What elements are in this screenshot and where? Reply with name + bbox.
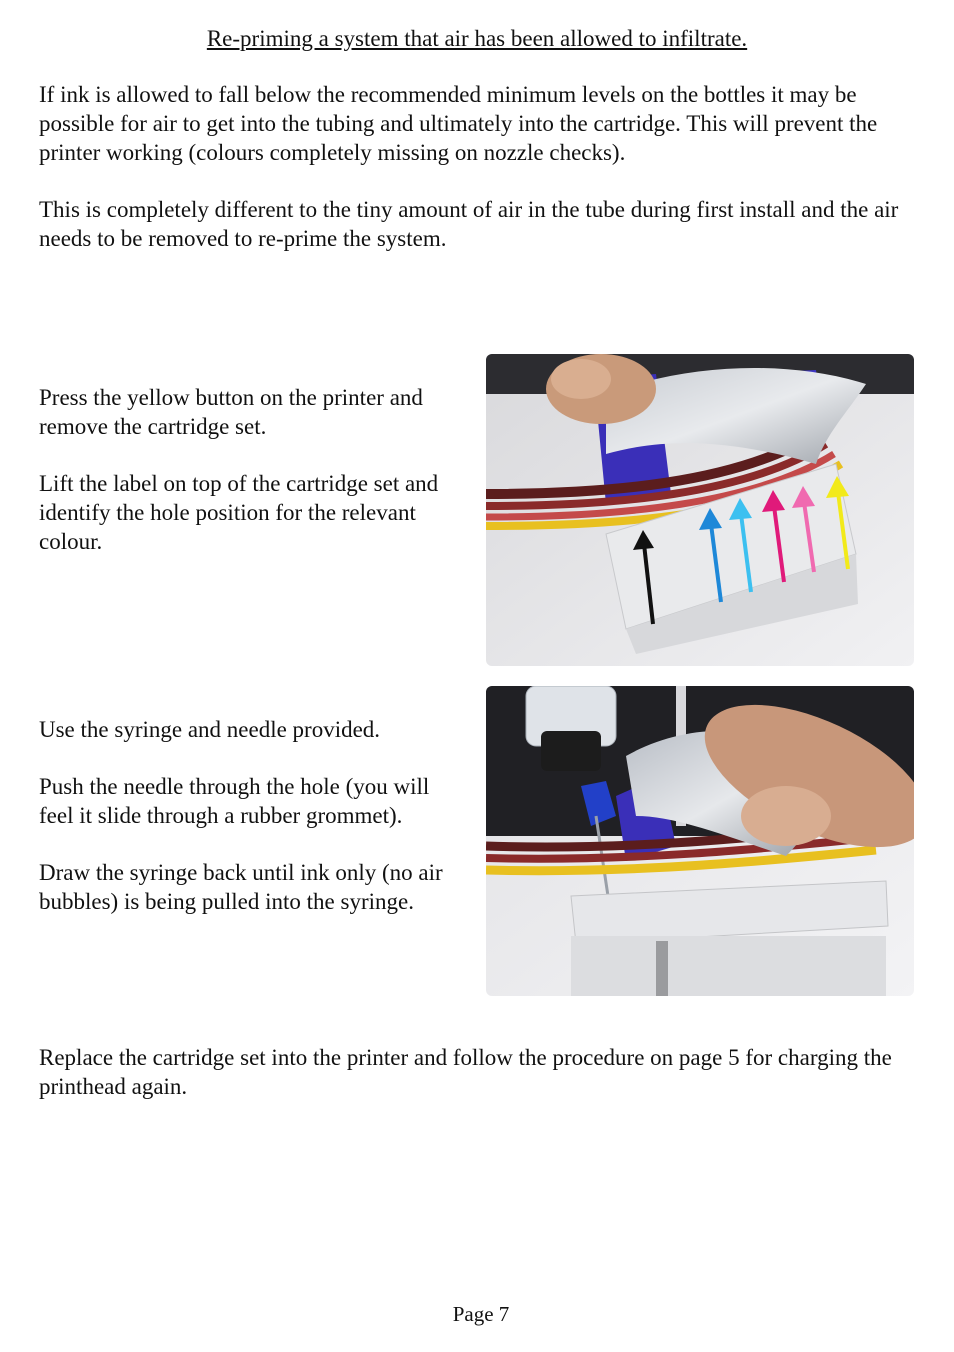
syringe-photo [486, 686, 914, 996]
page-number: Page 7 [452, 1302, 510, 1326]
step1-paragraph-1: Press the yellow button on the printer and remove the cartridge set. [39, 385, 423, 439]
step2-paragraph-2: Push the needle through the hole (you will feel it slide through a rubber grommet). [39, 774, 430, 828]
step2-paragraph-1: Use the syringe and needle provided. [39, 717, 381, 742]
page-title: Re-priming a system that air has been allowed to infiltrate. [206, 26, 748, 51]
cartridge-label-photo [486, 354, 914, 666]
intro-paragraph-2: This is completely different to the tiny amount of air in the tube during first install and the air needs to be removed to re-prime the system. [39, 197, 899, 251]
closing-paragraph: Replace the cartridge set into the printer and follow the procedure on page 5 for charging the printhead again. [39, 1045, 892, 1099]
step1-paragraph-2: Lift the label on top of the cartridge set and identify the hole position for the relevant colour. [39, 471, 439, 554]
intro-paragraph-1: If ink is allowed to fall below the recommended minimum levels on the bottles it may be possible for air to get into the tubing and ultimately into the cartridge. This will prevent the printer working (colours completely missing on nozzle checks). [39, 82, 878, 165]
step2-paragraph-3: Draw the syringe back until ink only (no air bubbles) is being pulled into the syringe. [39, 860, 443, 914]
